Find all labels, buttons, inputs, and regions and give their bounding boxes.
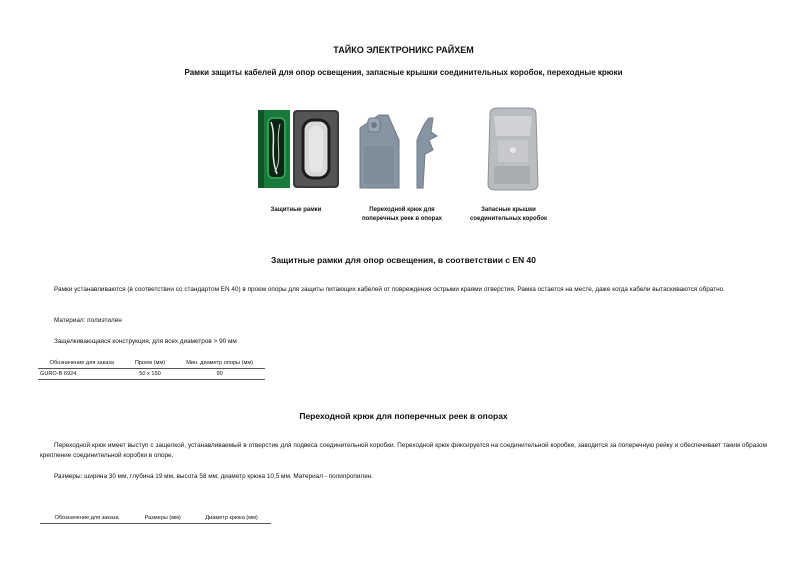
table-header-cell: Диаметр крюка (мм) (192, 515, 271, 524)
table-row (38, 369, 265, 380)
table-header-row (38, 360, 265, 369)
table-cell-min-diameter: 90 (174, 369, 265, 380)
table-header-cell: Размеры (мм) (133, 515, 192, 524)
section1-title: Защитные рамки для опор освещения, в соответствии с EN 40 (271, 255, 536, 265)
caption-line: соединительных коробок (470, 216, 547, 222)
table-header-cell: Обозначение для заказа (38, 360, 126, 369)
caption-junction-covers (456, 206, 561, 224)
section2-title: Переходной крюк для поперечных реек в опорах (299, 411, 508, 421)
section1-order-table (38, 360, 265, 380)
section2-dimensions: Размеры: ширина 30 мм, глубина 19 мм, высота 58 мм; диаметр крюка 10,5 мм. Материал - полипропилен. (54, 473, 374, 480)
section2-paragraph: Переходной крюк имеет выступ с защелкой, устанавливаемый в отверстие для подвеса соединительной коробки. Переходной крюк фиксируется на соединительной коробке, заводится за поперечную рейку и обеспечивает таким образом крепление соединительной коробки в опоре. (40, 442, 767, 459)
hook-profile (417, 118, 437, 188)
section1-material: Материал: полиэтилен (54, 317, 122, 324)
junction-cover-image (480, 106, 550, 192)
section1-paragraph: Рамки устанавливаются (в соответствии со стандартом EN 40) в проем опоры для защиты питающих кабелей от повреждения острыми краями отверстия. Рамка остается на месте, даже когда кабели вытаскиваются обратно. (54, 286, 725, 293)
caption-transition-hook (347, 206, 457, 224)
document-subtitle: Рамки защиты кабелей для опор освещения, запасные крышки соединительных коробок, переходные крюки (184, 68, 623, 77)
table-header-row (40, 515, 271, 524)
section1-note: Защелкивающаяся конструкция, для всех диаметров > 90 мм (54, 338, 237, 345)
table-cell-opening: 50 x 150 (126, 369, 175, 380)
caption-line: Переходной крюк для (369, 207, 435, 213)
caption-line: Запасные крышки (481, 207, 536, 213)
table-header-cell: Мин. диаметр опоры (мм) (174, 360, 265, 369)
transition-hook-image (355, 110, 445, 190)
table-header-cell: Обозначение для заказа (40, 515, 133, 524)
document-title: ТАЙКО ЭЛЕКТРОНИКС РАЙХЕМ (333, 45, 474, 55)
protective-frames-image (255, 108, 345, 190)
caption-protective-frames (246, 206, 346, 215)
caption-line: поперечных реек в опорах (362, 216, 442, 222)
table-header-cell: Проем (мм) (126, 360, 175, 369)
table-cell-order-code: GURO-B 6924 (38, 369, 126, 380)
section2-order-table (40, 515, 271, 524)
caption-line: Защитные рамки (270, 207, 322, 213)
